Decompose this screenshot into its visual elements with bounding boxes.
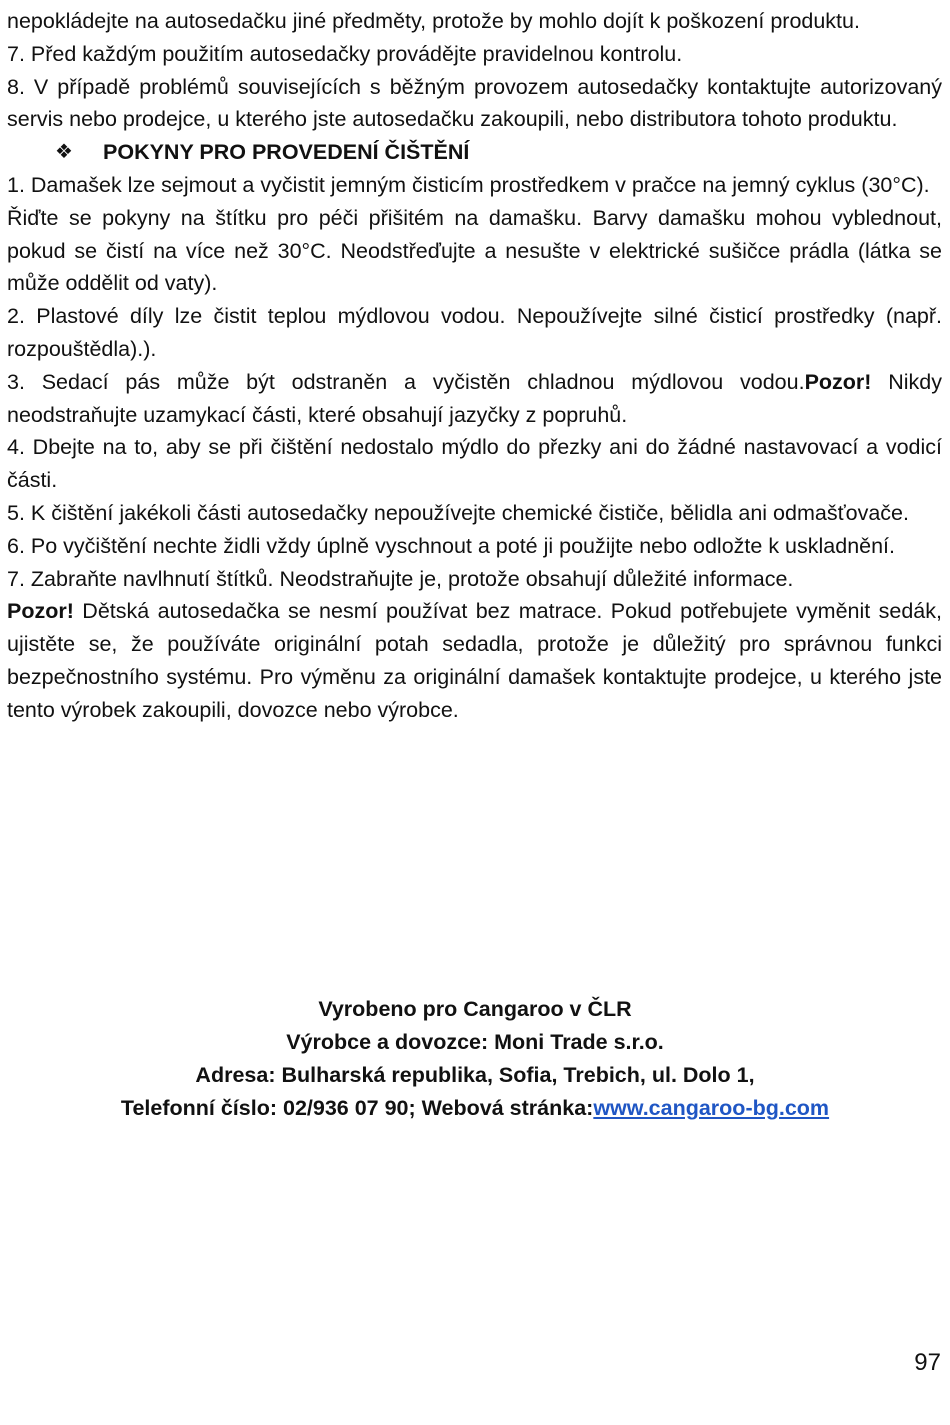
page-number: 97 <box>914 1349 941 1376</box>
cleaning-item-2: 2. Plastové díly lze čistit teplou mýdlovou vodou. Nepoužívejte silné čisticí prostředky (např. rozpouštědla).). <box>7 304 942 361</box>
warning-text: Dětská autosedačka se nesmí používat bez matrace. Pokud potřebujete vyměnit sedák, ujistěte se, že používáte originální potah sedadla, protože je důležitý pro správnou funkci bezpečnostního systému. Pro výměnu za originální damašek kontaktujte prodejce, u kterého jste tento výrobek zakoupili, dovozce nebo výrobce. <box>7 599 942 722</box>
cleaning-item-7: 7. Zabraňte navlhnutí štítků. Neodstraňujte je, protože obsahují důležité informace. <box>7 566 794 591</box>
cleaning-item-6: 6. Po vyčištění nechte židli vždy úplně vyschnout a poté ji použijte nebo odložte k uskladnění. <box>7 533 896 558</box>
cleaning-item-3 <box>7 366 942 432</box>
paragraph-item-7: 7. Před každým použitím autosedačky provádějte pravidelnou kontrolu. <box>7 41 683 66</box>
paragraph-item-8: 8. V případě problémů souvisejících s běžným provozem autosedačky kontaktujte autorizovaný servis nebo prodejce, u kterého jste autosedačku zakoupili, nebo distributora tohoto produktu. <box>7 74 942 132</box>
document-body <box>7 5 942 727</box>
cleaning-item-4: 4. Dbejte na to, aby se při čištění nedostalo mýdlo do přezky ani do žádné nastavovací a vodicí části. <box>7 435 942 493</box>
website-link[interactable]: www.cangaroo-bg.com <box>593 1096 830 1120</box>
warning-paragraph <box>7 595 942 726</box>
section-title: POKYNY PRO PROVEDENÍ ČIŠTĚNÍ <box>103 140 470 165</box>
warning-label: Pozor! <box>7 599 74 624</box>
manufacturer-footer <box>0 993 950 1125</box>
footer-made-for: Vyrobeno pro Cangaroo v ČLR <box>318 997 632 1021</box>
paragraph-continuation: nepokládejte na autosedačku jiné předměty, protože by mohlo dojít k poškození produktu. <box>7 9 860 33</box>
footer-manufacturer: Výrobce a dovozce: Moni Trade s.r.o. <box>286 1030 664 1054</box>
cleaning-item-3-text: 3. Sedací pás může být odstraněn a vyčistěn chladnou mýdlovou vodou. <box>7 369 805 394</box>
footer-address: Adresa: Bulharská republika, Sofia, Trebich, ul. Dolo 1, <box>195 1063 755 1087</box>
section-heading <box>7 136 942 169</box>
cleaning-item-5: 5. K čištění jakékoli části autosedačky nepoužívejte chemické čističe, bělidla ani odmašťovače. <box>7 500 909 525</box>
footer-contact <box>0 1092 950 1125</box>
cleaning-item-3-rest: Nikdy neodstraňujte uzamykací části, které obsahují jazyčky z popruhů. <box>7 369 942 427</box>
diamond-bullet-icon: ❖ <box>55 141 73 164</box>
cleaning-item-3-warning: Pozor! <box>804 369 872 394</box>
cleaning-item-1-note: Řiďte se pokyny na štítku pro péči přišitém na damašku. Barvy damašku mohou vyblednout, pokud se čistí na více než 30°C. Neodstřeďujte a nesušte v elektrické sušičce prádla (látka se může oddělit od vaty). <box>7 205 942 296</box>
cleaning-item-1: 1. Damašek lze sejmout a vyčistit jemným čisticím prostředkem v pračce na jemný cyklus (30°C). <box>7 172 930 197</box>
footer-phone: Telefonní číslo: 02/936 07 90; Webová stránka: <box>120 1096 594 1120</box>
